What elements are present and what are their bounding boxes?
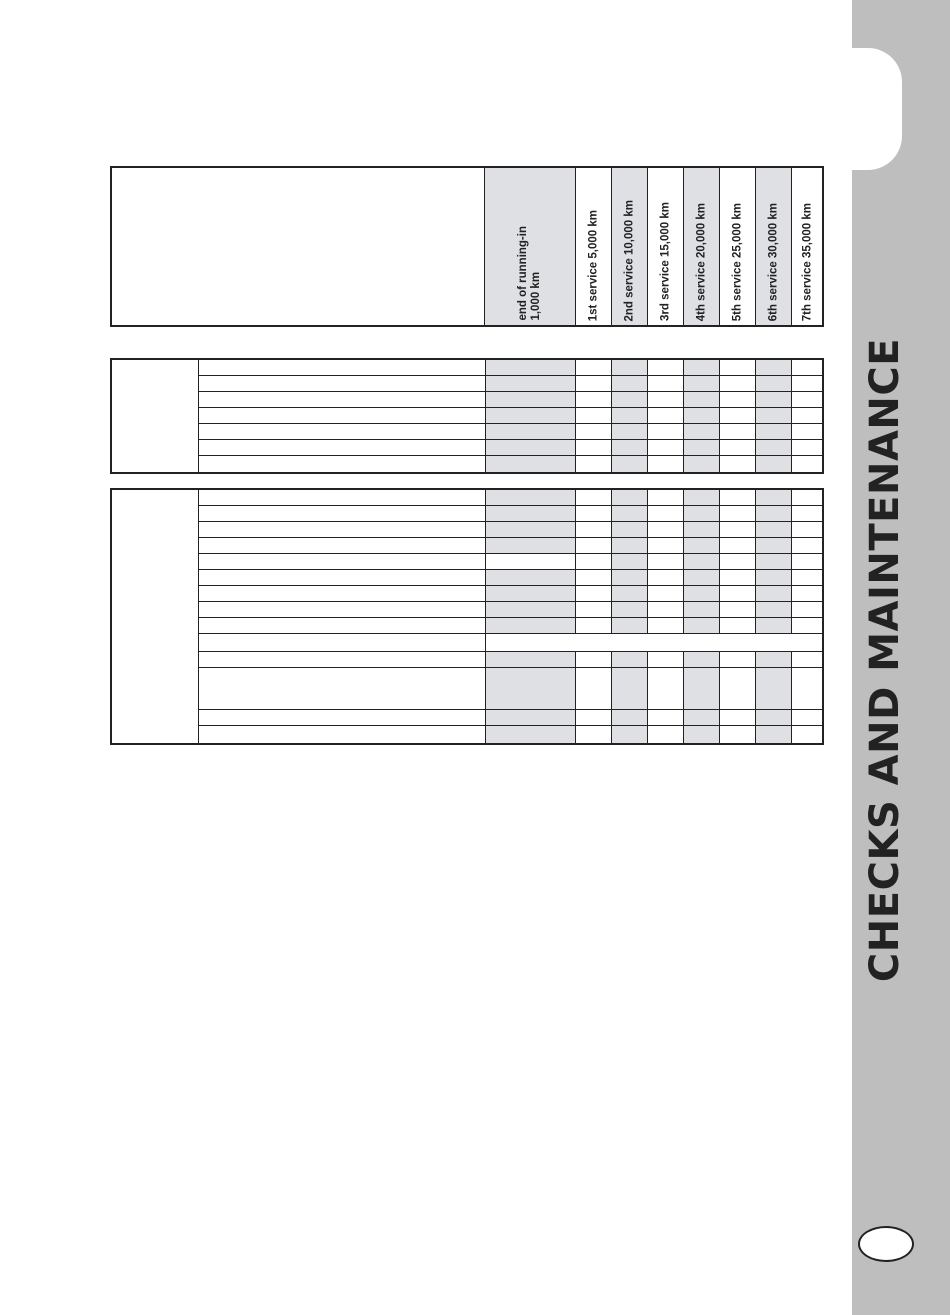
interval-cell [647, 570, 683, 585]
interval-cell [755, 392, 791, 407]
interval-cell [485, 506, 575, 521]
table-row [199, 668, 822, 710]
interval-cell [575, 570, 611, 585]
interval-cell [647, 392, 683, 407]
item-description-cell [199, 538, 485, 553]
interval-cell [755, 668, 791, 709]
interval-cell [575, 376, 611, 391]
interval-cell [485, 456, 575, 472]
header-col-service-7 [791, 168, 824, 325]
page-number-oval [858, 1226, 914, 1262]
item-description-cell [199, 392, 485, 407]
interval-cell [791, 506, 824, 521]
interval-cell [755, 440, 791, 455]
section-title: CHECKS AND MAINTENANCE [862, 337, 908, 983]
interval-cell [611, 440, 647, 455]
interval-cell [485, 424, 575, 439]
interval-cell [683, 618, 719, 633]
interval-cell [719, 360, 755, 375]
interval-cell [647, 652, 683, 667]
maintenance-table-2 [110, 488, 824, 745]
interval-cell [719, 456, 755, 472]
interval-cell [791, 586, 824, 601]
interval-cell [791, 554, 824, 569]
maintenance-table-1 [110, 358, 824, 474]
interval-cell [683, 376, 719, 391]
interval-cell [611, 522, 647, 537]
interval-cell [611, 506, 647, 521]
interval-cell [791, 652, 824, 667]
header-label: 4th service 20,000 km [695, 202, 707, 321]
interval-cell [683, 392, 719, 407]
interval-cell [647, 538, 683, 553]
interval-cell [791, 440, 824, 455]
interval-cell [755, 456, 791, 472]
interval-cell [647, 490, 683, 505]
interval-cell [485, 586, 575, 601]
interval-cell [611, 652, 647, 667]
interval-cell [719, 490, 755, 505]
interval-cell [719, 522, 755, 537]
header-label: 1st service 5,000 km [587, 209, 599, 321]
interval-cell [755, 570, 791, 585]
item-description-cell [199, 618, 485, 633]
table-row [199, 710, 822, 726]
interval-cell [575, 424, 611, 439]
interval-cell [719, 424, 755, 439]
table-row [199, 392, 822, 408]
interval-cell [485, 408, 575, 423]
item-description-cell [199, 602, 485, 617]
interval-cell [575, 490, 611, 505]
interval-cell [719, 668, 755, 709]
interval-cell [647, 726, 683, 743]
header-col-running-in [484, 168, 575, 325]
interval-cell [647, 602, 683, 617]
interval-cell [683, 408, 719, 423]
interval-cell [575, 554, 611, 569]
interval-cell [755, 522, 791, 537]
interval-cell [683, 726, 719, 743]
interval-cell [485, 490, 575, 505]
interval-cell [719, 506, 755, 521]
item-description-cell [199, 376, 485, 391]
interval-cell [575, 538, 611, 553]
interval-cell [485, 710, 575, 725]
interval-cell [647, 440, 683, 455]
table-row [199, 570, 822, 586]
item-description-cell [199, 440, 485, 455]
interval-cell [485, 668, 575, 709]
interval-cell [755, 726, 791, 743]
interval-cell [485, 570, 575, 585]
table-row [199, 522, 822, 538]
interval-cell [485, 376, 575, 391]
interval-cell [791, 710, 824, 725]
interval-cell [611, 710, 647, 725]
interval-cell [575, 668, 611, 709]
interval-cell [611, 602, 647, 617]
table-row [199, 634, 822, 652]
interval-cell [575, 506, 611, 521]
interval-cell [575, 586, 611, 601]
interval-cell [485, 538, 575, 553]
interval-cell [755, 618, 791, 633]
table-row [199, 726, 822, 743]
interval-cell [485, 652, 575, 667]
interval-cell [575, 602, 611, 617]
interval-cell [485, 726, 575, 743]
interval-cell [791, 538, 824, 553]
interval-cell [575, 652, 611, 667]
table-rows [199, 360, 822, 472]
interval-cell [575, 408, 611, 423]
interval-cell [755, 602, 791, 617]
interval-cell [485, 522, 575, 537]
interval-cell [683, 602, 719, 617]
interval-cell [647, 424, 683, 439]
header-label: end of running-in 1,000 km [517, 226, 542, 321]
table-row [199, 586, 822, 602]
header-label: 6th service 30,000 km [767, 202, 779, 321]
interval-cell [683, 360, 719, 375]
interval-cell [575, 392, 611, 407]
header-col-service-1 [575, 168, 611, 325]
interval-cell [755, 376, 791, 391]
interval-cell [791, 456, 824, 472]
interval-cell [575, 456, 611, 472]
interval-cell [755, 538, 791, 553]
interval-cell [683, 538, 719, 553]
interval-cell [611, 376, 647, 391]
interval-cell [719, 570, 755, 585]
interval-cell [611, 554, 647, 569]
item-description-cell [199, 408, 485, 423]
item-description-cell [199, 506, 485, 521]
side-tab [852, 48, 902, 170]
merged-note-cell [485, 634, 822, 651]
interval-cell [791, 392, 824, 407]
interval-cell [755, 490, 791, 505]
table-row [199, 618, 822, 634]
table-row [199, 602, 822, 618]
interval-cell [719, 710, 755, 725]
table-row [199, 424, 822, 440]
header-col-service-6 [755, 168, 791, 325]
header-col-service-3 [647, 168, 683, 325]
interval-cell [683, 506, 719, 521]
interval-cell [791, 360, 824, 375]
table-row [199, 376, 822, 392]
interval-cell [791, 668, 824, 709]
interval-cell [719, 554, 755, 569]
interval-cell [611, 456, 647, 472]
table-row [199, 538, 822, 554]
item-description-cell [199, 634, 485, 651]
interval-cell [647, 554, 683, 569]
interval-cell [485, 602, 575, 617]
group-label-cell [112, 360, 199, 472]
interval-cell [683, 522, 719, 537]
interval-cell [647, 586, 683, 601]
interval-cell [647, 408, 683, 423]
item-description-cell [199, 570, 485, 585]
item-description-cell [199, 424, 485, 439]
interval-cell [683, 652, 719, 667]
interval-cell [611, 490, 647, 505]
interval-cell [611, 586, 647, 601]
table-rows [199, 490, 822, 743]
interval-cell [611, 392, 647, 407]
item-description-cell [199, 360, 485, 375]
header-label: 2nd service 10,000 km [623, 199, 635, 321]
header-label: 3rd service 15,000 km [659, 202, 671, 321]
table-row [199, 490, 822, 506]
interval-cell [647, 360, 683, 375]
interval-cell [719, 726, 755, 743]
interval-cell [611, 570, 647, 585]
table-row [199, 408, 822, 424]
interval-cell [719, 392, 755, 407]
interval-cell [755, 506, 791, 521]
interval-cell [755, 554, 791, 569]
item-description-cell [199, 586, 485, 601]
interval-cell [647, 668, 683, 709]
header-label: 7th service 35,000 km [801, 202, 814, 321]
interval-cell [719, 586, 755, 601]
table-row [199, 360, 822, 376]
interval-cell [647, 618, 683, 633]
interval-cell [719, 376, 755, 391]
interval-cell [791, 424, 824, 439]
item-description-cell [199, 456, 485, 472]
interval-cell [611, 424, 647, 439]
table-row [199, 554, 822, 570]
header-col-service-5 [719, 168, 755, 325]
interval-cell [575, 440, 611, 455]
interval-cell [683, 424, 719, 439]
interval-cell [683, 710, 719, 725]
interval-cell [575, 618, 611, 633]
interval-cell [683, 554, 719, 569]
interval-cell [611, 618, 647, 633]
interval-cell [755, 408, 791, 423]
interval-cell [719, 538, 755, 553]
interval-cell [719, 618, 755, 633]
interval-cell [755, 586, 791, 601]
header-col-service-4 [683, 168, 719, 325]
interval-cell [719, 408, 755, 423]
interval-cell [611, 408, 647, 423]
interval-cell [791, 618, 824, 633]
interval-cell [611, 726, 647, 743]
interval-cell [755, 360, 791, 375]
group-label-cell [112, 490, 199, 743]
interval-cell [647, 506, 683, 521]
item-description-cell [199, 726, 485, 743]
item-description-cell [199, 554, 485, 569]
interval-cell [485, 440, 575, 455]
interval-cell [611, 668, 647, 709]
interval-cell [647, 710, 683, 725]
interval-cell [755, 652, 791, 667]
interval-cell [683, 440, 719, 455]
interval-cell [791, 408, 824, 423]
interval-cell [647, 522, 683, 537]
table-row [199, 456, 822, 472]
header-label: 5th service 25,000 km [731, 202, 743, 321]
table-row [199, 652, 822, 668]
item-description-cell [199, 652, 485, 667]
interval-cell [485, 360, 575, 375]
item-description-cell [199, 710, 485, 725]
table-row [199, 440, 822, 456]
interval-cell [683, 456, 719, 472]
interval-cell [791, 490, 824, 505]
interval-cell [791, 522, 824, 537]
interval-cell [683, 570, 719, 585]
interval-cell [755, 710, 791, 725]
header-col-service-2 [611, 168, 647, 325]
item-description-cell [199, 490, 485, 505]
interval-cell [575, 710, 611, 725]
interval-cell [791, 602, 824, 617]
interval-cell [755, 424, 791, 439]
interval-cell [791, 726, 824, 743]
interval-cell [575, 360, 611, 375]
interval-cell [683, 586, 719, 601]
header-blank-area [112, 168, 484, 325]
interval-cell [683, 490, 719, 505]
interval-cell [647, 456, 683, 472]
item-description-cell [199, 522, 485, 537]
interval-cell [791, 376, 824, 391]
interval-cell [611, 538, 647, 553]
interval-cell [611, 360, 647, 375]
interval-cell [485, 392, 575, 407]
interval-cell [575, 726, 611, 743]
interval-cell [719, 652, 755, 667]
interval-cell [485, 554, 575, 569]
table-row [199, 506, 822, 522]
interval-cell [485, 618, 575, 633]
interval-cell [647, 376, 683, 391]
interval-cell [683, 668, 719, 709]
interval-cell [575, 522, 611, 537]
interval-cell [791, 570, 824, 585]
service-interval-header [110, 166, 824, 327]
interval-cell [719, 602, 755, 617]
item-description-cell [199, 668, 485, 709]
interval-cell [719, 440, 755, 455]
